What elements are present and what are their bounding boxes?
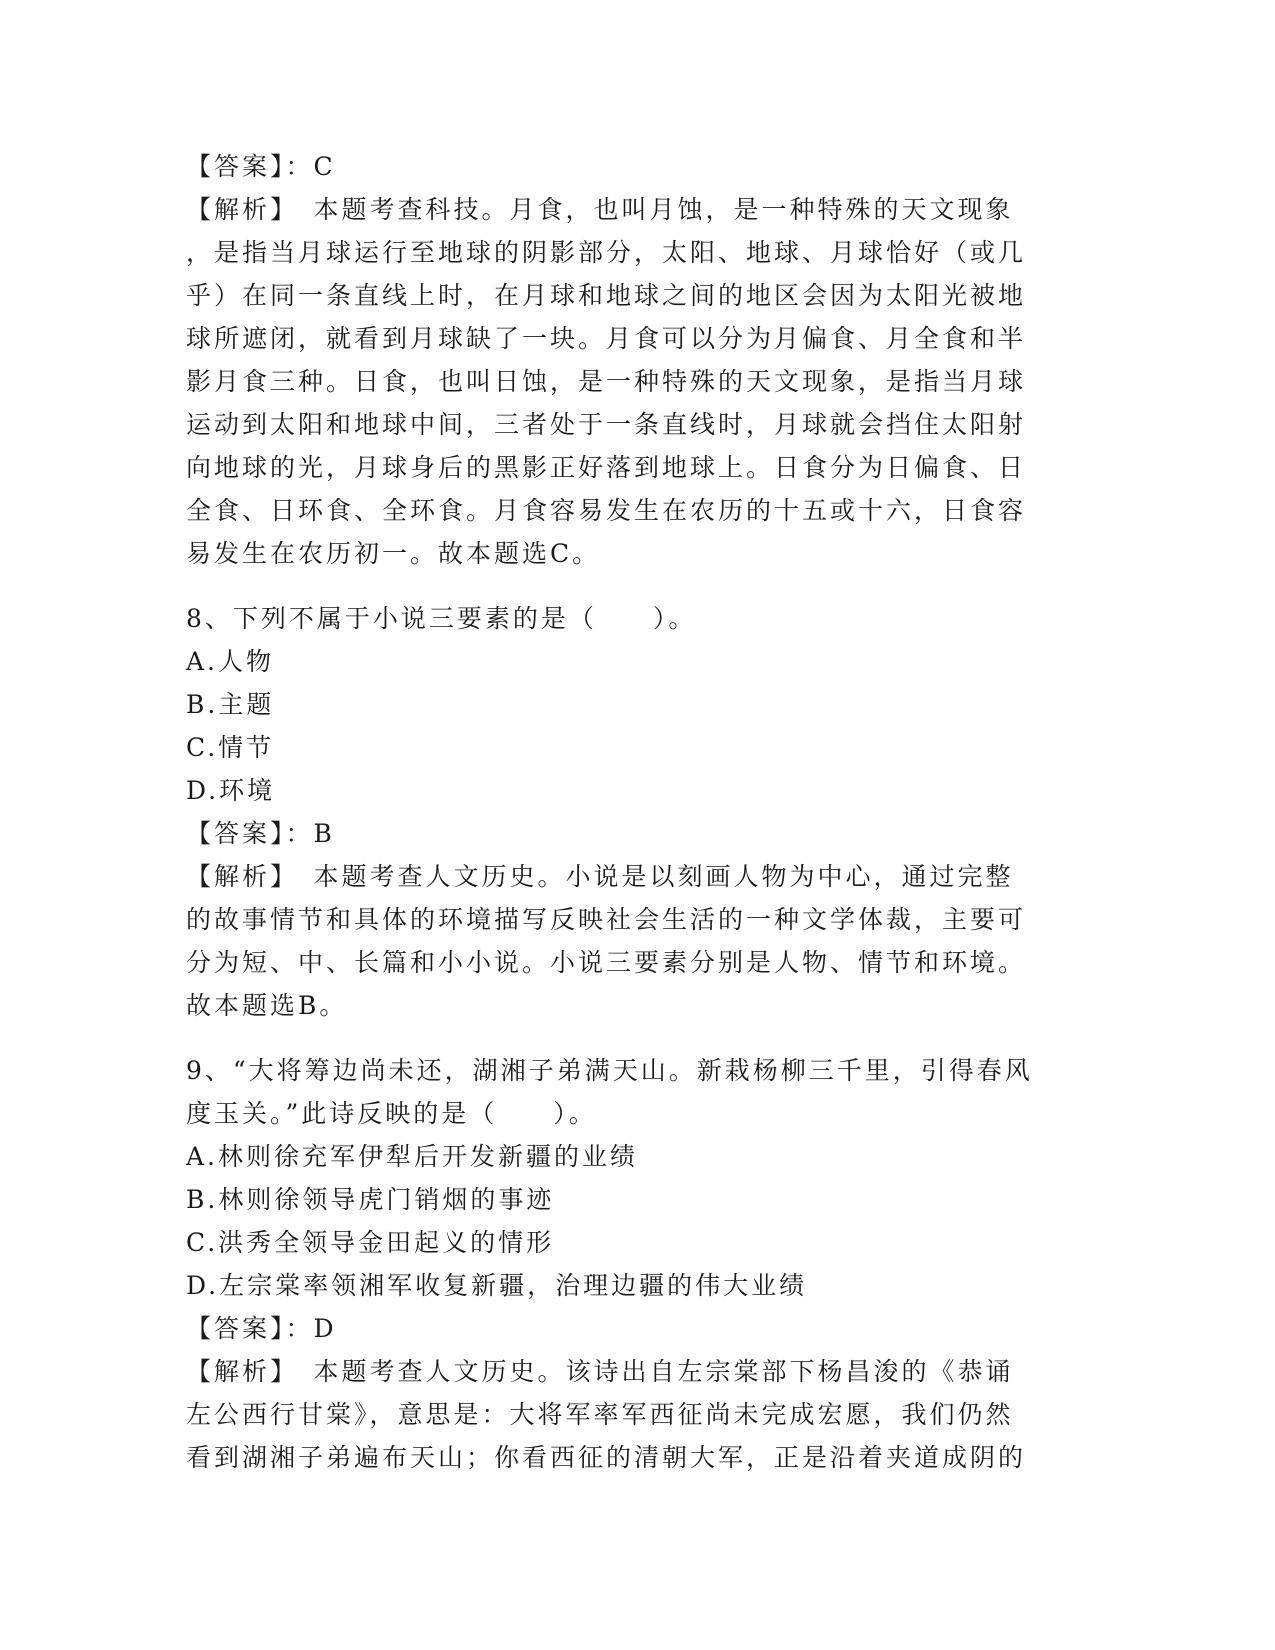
analysis-line: 全食、日环食、全环食。月食容易发生在农历的十五或十六，日食容 (186, 496, 1027, 525)
document-page (186, 145, 1086, 1479)
analysis-line: 乎）在同一条直线上时，在月球和地球之间的地区会因为太阳光被地 (186, 281, 1027, 310)
question-9 (186, 1049, 1086, 1479)
answer-line: 【答案】：B (186, 819, 335, 848)
analysis-line: 【解析】 本题考查人文历史。该诗出自左宗棠部下杨昌浚的《恭诵 (186, 1357, 1014, 1386)
question-8 (186, 597, 1086, 1027)
option-a: A.林则徐充军伊犁后开发新疆的业绩 (186, 1142, 639, 1171)
spacer (186, 1027, 1086, 1049)
analysis-paragraph (186, 1350, 1086, 1479)
answer-line: 【答案】：D (186, 1314, 337, 1343)
analysis-line: 运动到太阳和地球中间，三者处于一条直线时，月球就会挡住太阳射 (186, 410, 1027, 439)
analysis-line: 看到湖湘子弟遍布天山；你看西征的清朝大军，正是沿着夹道成阴的 (186, 1443, 1027, 1472)
analysis-line: 易发生在农历初一。故本题选C。 (186, 539, 601, 568)
question-text: 9、“大将筹边尚未还，湖湘子弟满天山。新栽杨柳三千里，引得春风 (186, 1056, 1033, 1085)
option-d: D.环境 (186, 776, 276, 805)
analysis-line: 影月食三种。日食，也叫日蚀，是一种特殊的天文现象，是指当月球 (186, 367, 1027, 396)
spacer (186, 575, 1086, 597)
option-d: D.左宗棠率领湘军收复新疆，治理边疆的伟大业绩 (186, 1271, 808, 1300)
question-text: 度玉关。”此诗反映的是（ ）。 (186, 1099, 597, 1128)
option-b: B.主题 (186, 690, 275, 719)
option-c: C.情节 (186, 733, 275, 762)
analysis-line: 【解析】 本题考查人文历史。小说是以刻画人物为中心，通过完整 (186, 862, 1014, 891)
answer-line: 【答案】：C (186, 152, 336, 181)
answer-block-7 (186, 145, 1086, 575)
analysis-line: 故本题选B。 (186, 991, 348, 1020)
option-c: C.洪秀全领导金田起义的情形 (186, 1228, 555, 1257)
analysis-line: 左公西行甘棠》，意思是：大将军率军西征尚未完成宏愿，我们仍然 (186, 1400, 1014, 1429)
question-text: 8、下列不属于小说三要素的是（ ）。 (186, 604, 697, 633)
option-b: B.林则徐领导虎门销烟的事迹 (186, 1185, 555, 1214)
analysis-line: 【解析】 本题考查科技。月食，也叫月蚀，是一种特殊的天文现象 (186, 195, 1014, 224)
analysis-line: 向地球的光，月球身后的黑影正好落到地球上。日食分为日偏食、日 (186, 453, 1027, 482)
analysis-line: 球所遮闭，就看到月球缺了一块。月食可以分为月偏食、月全食和半 (186, 324, 1027, 353)
analysis-line: 的故事情节和具体的环境描写反映社会生活的一种文学体裁，主要可 (186, 905, 1027, 934)
option-a: A.人物 (186, 647, 275, 676)
analysis-paragraph (186, 188, 1086, 575)
analysis-paragraph (186, 855, 1086, 1027)
analysis-line: ，是指当月球运行至地球的阴影部分，太阳、地球、月球恰好（或几 (186, 238, 1027, 267)
analysis-line: 分为短、中、长篇和小小说。小说三要素分别是人物、情节和环境。 (186, 948, 1027, 977)
